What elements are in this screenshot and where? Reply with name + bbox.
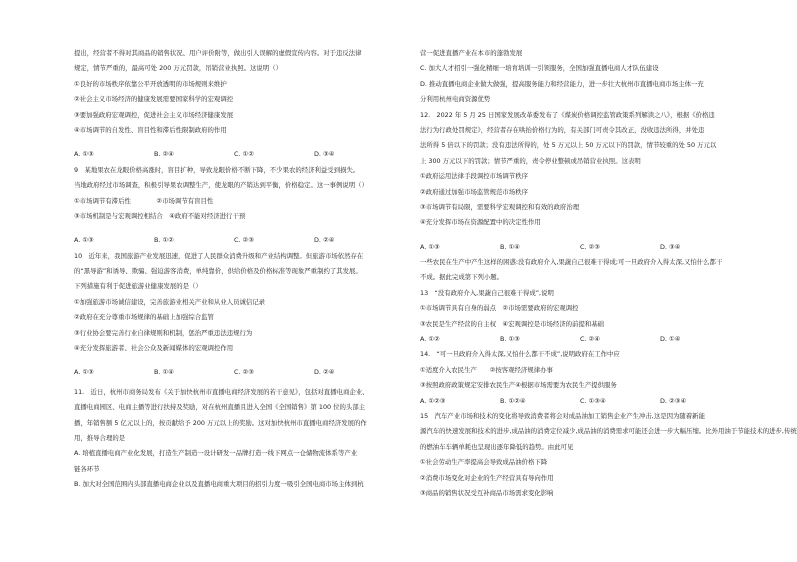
answer-option: C. ②③ (234, 368, 254, 377)
answer-option: D. ②④ (314, 236, 335, 245)
text-line: 11. 近日，杭州市商务局发布《关于加快杭州市直播电商经济发展的若干意见》，包括对直播电商企业、 (74, 387, 369, 396)
text-line: D. 推动直播电商企业做大做强，提高服务能力和经营能力，进一步壮大杭州市直播电商市场主体一充 (420, 79, 704, 88)
text-line: ①加强旅游市场诚信建设，完善旅游业相关产业和从业人员诚信记录 (74, 297, 266, 306)
text-line: 法所得 5 倍以下的罚款；没有违法所得的，处 5 万元以上 50 万元以下的罚款，情节较重的处 50 万元以 (420, 141, 717, 150)
answer-option: C. ②④ (580, 335, 600, 344)
text-line: ①适度介入农民生产 ②按客观经济规律办事 (420, 365, 553, 374)
text-line: 的燃油车车辆单耗也呈现出逐年降低的趋势。由此可见 (420, 442, 574, 451)
text-line: ④充分发挥旅游者、社会公众及新闻媒体的宏观调控作用 (74, 344, 234, 353)
answer-option: D. ③④ (314, 150, 335, 159)
text-line: 法行为行政处罚规定》，经营者存在哄抬价格行为的，有关部门可责令其改正，没收违法所得，并处违 (420, 125, 705, 134)
answer-option: A. ①②③ (420, 396, 446, 405)
answer-options (74, 365, 406, 380)
answer-options (420, 394, 752, 409)
text-line: 不成。据此完成第下列小题。 (420, 273, 504, 282)
answer-option: C. ①③④ (580, 396, 606, 405)
text-line: 9 某地果农在龙眼价格高涨时，盲目扩种，导致龙眼价格不断下降，不少果农的经济利益受到损失。 (74, 165, 360, 174)
answer-option: D. ②④ (314, 368, 335, 377)
answer-option: B. ①③ (500, 335, 520, 344)
text-line: ①市场调节有滞后性 ②市场调节有盲目性 (74, 196, 214, 205)
text-line: 12. 2022 年 5 月 25 日国家发展改革委发布了《煤炭价格调控监管政策系列解读之八》，根据《价格违 (420, 110, 715, 119)
text-line: 用，推导合理的是 (74, 433, 126, 442)
answer-options (74, 233, 406, 248)
text-line: 的“黑导游”和诱导、欺骗、强迫游客消费，单纯靠价，供给价格及价格标准等现象严重制约了其发展。 (74, 267, 362, 276)
answer-option: D. ③④ (660, 242, 681, 251)
text-line: 当地政府经过市场调查，积极引导果农调整生产，使龙眼的产销达到平衡，价格稳定。这一事例说明（） (74, 181, 368, 190)
text-line: 直播电商园区、电商主播等进行扶持及奖励，对在杭州直播且进入全国《全国销售》第 100 位的头部主 (74, 403, 366, 412)
vertical-gap (74, 224, 406, 233)
text-line: 分利用杭州电商资源优势 (420, 95, 491, 104)
vertical-gap (74, 138, 406, 147)
answer-option: B. ①② (154, 236, 174, 245)
text-line: 营一促进直播产业在本市的蓬勃发展 (420, 49, 523, 57)
answer-option: B. ②④ (154, 150, 174, 159)
text-line: ③市场调节有局限，需要科学宏观调控和有效的政府治理 (420, 202, 580, 211)
left-column (74, 46, 406, 493)
text-line: 规定，情节严重的，最高可处 200 万元罚款，吊销营业执照。这说明（） (74, 64, 282, 73)
answer-option: C. ②③ (234, 236, 254, 245)
answer-options (420, 332, 752, 347)
text-line: 链各环节 (74, 464, 100, 473)
text-line: ③行业协会要完善行业自律规则和机制，惩治严重违法违规行为 (74, 328, 253, 337)
answer-option: C. ①② (234, 150, 254, 159)
answer-option: A. ①③ (74, 150, 94, 159)
answer-option: A. ①③ (74, 368, 94, 377)
text-line: ③农民是生产经营的自主权 ④宏观调控是市场经济的前提和基础 (420, 319, 605, 328)
text-line: 上 300 万元以下的罚款；情节严重的，责令停业整顿或吊销营业执照。这表明 (420, 156, 641, 165)
text-line: 提出，经营者不得对其商品的销售状况、用户评价附等，做出引人误解的虚假宣传内容。对于违反法律 (74, 49, 362, 57)
text-line: ③要加强政府宏观调控，促进社会主义市场经济健康发展 (74, 110, 234, 119)
text-line: 源汽车的快速发展和技术的进步,成品油的消费定位减少,成品油的消费需求可能还会进一步大幅压缩。比外用油于节能技术的进步,传统 (420, 427, 797, 436)
text-line: ②社会主义市场经济的健康发展需要国家科学的宏观调控 (74, 95, 234, 104)
answer-option: C. ②③ (580, 242, 600, 251)
text-line: ④充分发挥市场在资源配置中的决定性作用 (420, 218, 541, 227)
answer-option: A. ①② (420, 335, 440, 344)
text-line: ③按照政府政策规定安排农民生产④根据市场需要为农民生产提供服务 (420, 381, 617, 390)
text-line: 13 “没有政府介入,果蔬自己很难干得成”,说明 (420, 288, 554, 297)
vertical-gap (74, 356, 406, 365)
text-line: 一些农民在生产中产生这样的困惑:没有政府介入,果蔬自己很难干得成;可一旦政府介入得太深,又怕什么都干 (420, 258, 723, 267)
text-line: ③市场机制是与宏观调控相结合 ④政府不能对经济进行干预 (74, 211, 246, 220)
vertical-gap (420, 231, 752, 240)
right-column (420, 46, 797, 501)
text-line: 播，年销售额 5 亿元以上的，按贡献给予 200 万元以上的奖励。这对加快杭州市直播电商经济发展的作 (74, 418, 367, 427)
text-line: 10 近年来，我国旅游产业发展迅速，促进了人民群众消费升级和产业结构调整。但旅游市场依然存在 (74, 251, 364, 260)
text-line: 14. “可一旦政府介入得太深,又怕什么都干不成”,说明政府在工作中应 (420, 350, 620, 359)
answer-options (420, 240, 752, 255)
text-line: ①社会劳动生产率提高会导致成品油价格下降 (420, 458, 548, 467)
text-line: 下列措施有利于促进旅游业健康发展的是（） (74, 282, 202, 291)
text-line: ④市场调节的自发性、盲目性和滞后性限制政府的作用 (74, 125, 227, 134)
text-line: ②政府在充分尊重市场规律的基础上加强综合监管 (74, 313, 214, 322)
answer-options (74, 147, 406, 162)
text-line: A. 培植直播电商产业化发展，打造生产制造一设计研发一品牌打造一线下网点一仓储物流体系等产业 (74, 449, 358, 458)
answer-option: B. ①④ (500, 242, 520, 251)
text-line: ③商品的销售状况受互补商品市场需求变化影响 (420, 488, 554, 497)
text-line: 15 汽车产业市场和技术的变化将导致消费者将会对成品油加工销售企业产生冲击,这是因为随着新能 (420, 411, 705, 420)
answer-option: D. ①④ (660, 335, 681, 344)
text-line: ①政府运用法律手段调控市场调节秩序 (420, 172, 528, 181)
text-line: B. 加大对全国范围内头部直播电商企业以及直播电商重大项目的招引力度一吸引全国电商市场主体到杭 (74, 480, 364, 489)
text-line: ②消费市场变化对企业的生产经营具有导向作用 (420, 473, 554, 482)
answer-option: B. ①④ (154, 368, 174, 377)
text-line: ①市场调节具有自身的弱点 ②市场需要政府的宏观调控 (420, 304, 579, 313)
text-line: ①良好的市场秩序依靠公平开放透明的市场规则来维护 (74, 79, 227, 88)
answer-option: A. ①③ (420, 242, 440, 251)
answer-option: D. ②③④ (660, 396, 687, 405)
answer-option: B. ①②④ (500, 396, 526, 405)
text-line: ②政府通过加强市场监管规范市场秩序 (420, 187, 528, 196)
answer-option: A. ①③ (74, 236, 94, 245)
text-line: C. 加大人才招引一强化精细一培育培训一引领服务，全国加强直播电商人才队伍建设 (420, 64, 659, 73)
